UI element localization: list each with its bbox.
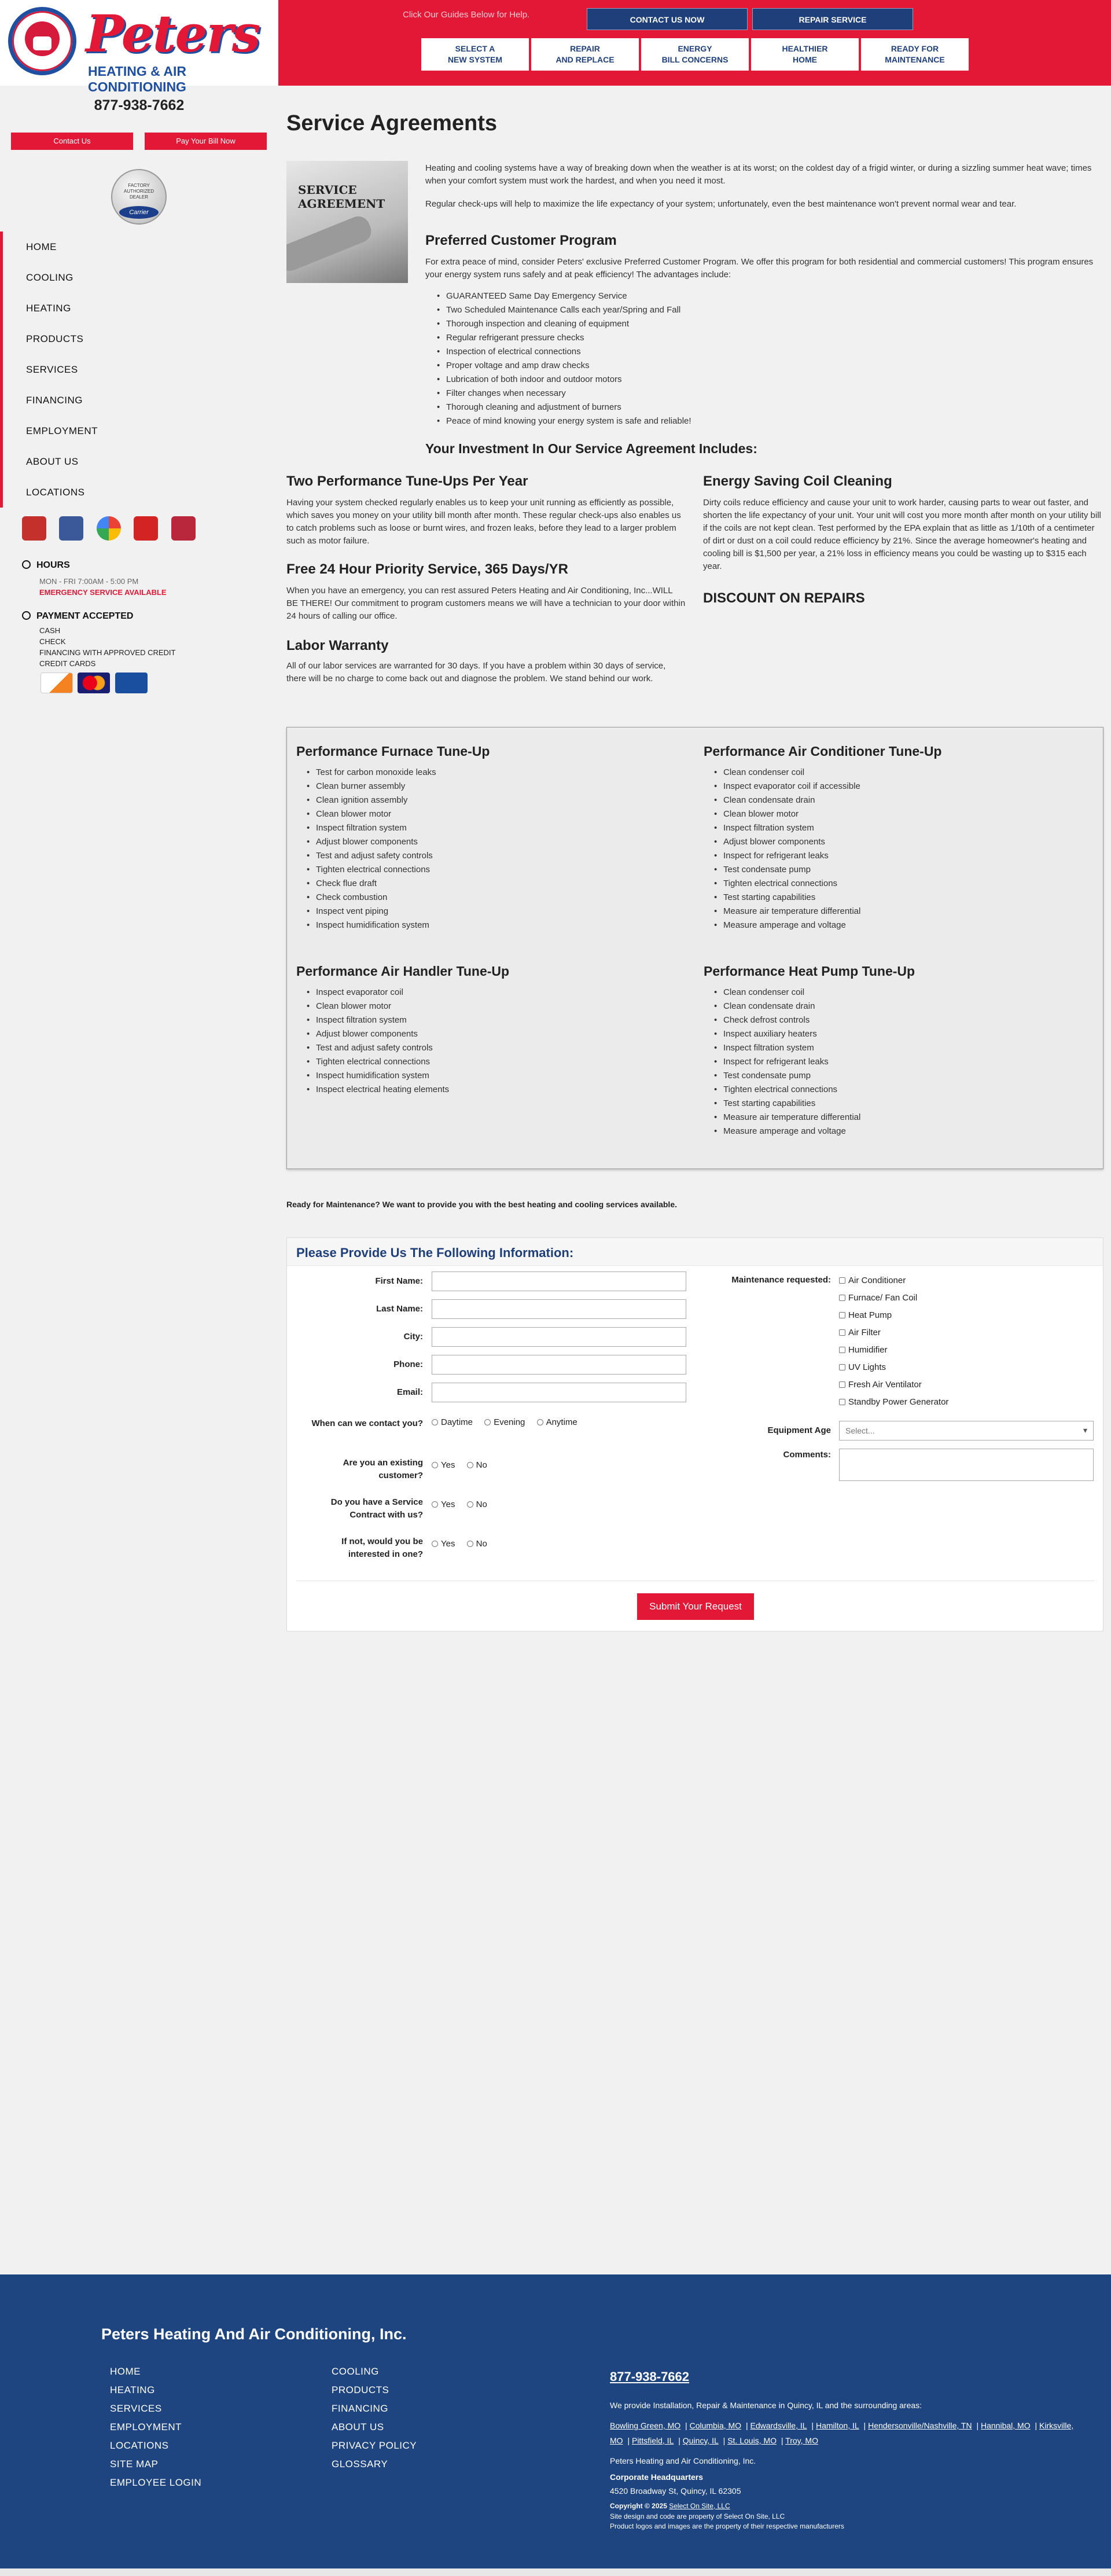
check-circle-icon xyxy=(22,611,31,620)
intro-paragraph-2: Regular check-ups will help to maximize the life expectancy of your system; unfortunately, even the best maintenance won't prevent normal wear and tear. xyxy=(425,199,1017,209)
sidebar-nav xyxy=(0,231,278,508)
sidebar-phone[interactable]: 877-938-7662 xyxy=(94,97,185,113)
radio-interested-yes[interactable]: Yes xyxy=(432,1539,455,1549)
payment-financing: FINANCING WITH APPROVED CREDIT xyxy=(39,648,176,657)
preferred-customer-text: For extra peace of mind, consider Peters' exclusive Preferred Customer Program. We offer this program for both residential and commercial customers! This program ensures your energy system runs safely and at peak efficiency! The advantages include: xyxy=(425,257,1094,280)
last-name-label: Last Name: xyxy=(376,1304,423,1314)
ac-tuneup-item: • Clean condensate drain xyxy=(711,793,1081,807)
page-title: Service Agreements xyxy=(286,111,498,135)
maintenance-checkbox[interactable] xyxy=(839,1379,922,1391)
first-name-label: First Name: xyxy=(375,1276,423,1286)
ac-tuneup-item: • Inspect for refrigerant leaks xyxy=(711,849,1081,863)
maintenance-checkbox[interactable] xyxy=(839,1397,948,1408)
intro-paragraph-1: Heating and cooling systems have a way of breaking down when the weather is at its worst; on the coldest day of a frigid winter, or during a sizzling summer heat wave; times when your comfort system must work the hardest, and when you need it most. xyxy=(425,163,1092,186)
footer-links-col2 xyxy=(332,2362,417,2474)
ac-tuneup-item: • Inspect filtration system xyxy=(711,821,1081,835)
maintenance-option-label: Humidifier xyxy=(848,1345,888,1355)
submit-request-button[interactable]: Submit Your Request xyxy=(637,1593,754,1620)
logo-emblem-icon xyxy=(8,7,76,75)
radio-interested-no[interactable]: No xyxy=(467,1539,487,1549)
maintenance-checkbox[interactable] xyxy=(839,1362,886,1373)
furnace-tuneup-item: • Check flue draft xyxy=(303,877,674,891)
contact-time-label: When can we contact you? xyxy=(311,1419,423,1428)
footer-link[interactable]: FINANCING xyxy=(332,2403,388,2414)
heat-pump-tuneup-item: • Measure amperage and voltage xyxy=(711,1125,1081,1138)
air-handler-tuneup-item: • Inspect evaporator coil xyxy=(303,986,674,999)
radio-existing-no[interactable]: No xyxy=(467,1460,487,1470)
payment-credit-cards: CREDIT CARDS xyxy=(39,659,96,668)
yelp-icon[interactable] xyxy=(134,516,158,541)
heat-pump-tuneup-item: • Inspect auxiliary heaters xyxy=(711,1027,1081,1041)
radio-daytime[interactable]: Daytime xyxy=(432,1417,473,1427)
footer-link[interactable]: EMPLOYEE LOGIN xyxy=(110,2477,202,2488)
service-area-link[interactable]: St. Louis, MO xyxy=(727,2436,777,2445)
nav-item-heating[interactable]: HEATING xyxy=(26,303,71,314)
youtube-icon[interactable] xyxy=(22,516,46,541)
phone-label: Phone: xyxy=(393,1359,423,1369)
heat-pump-tuneup-item: • Clean condensate drain xyxy=(711,999,1081,1013)
radio-contract-yes[interactable]: Yes xyxy=(432,1500,455,1509)
guide-healthier-home[interactable]: HEALTHIER HOME xyxy=(751,38,859,71)
advantage-item: • Inspection of electrical connections xyxy=(433,345,1070,359)
ac-tuneup-item: • Clean condenser coil xyxy=(711,766,1081,780)
furnace-tuneup-item: • Inspect filtration system xyxy=(303,821,674,835)
furnace-tuneup-item: • Test for carbon monoxide leaks xyxy=(303,766,674,780)
tuneups-heading: Two Performance Tune-Ups Per Year xyxy=(286,473,528,489)
furnace-tuneup-item: • Clean blower motor xyxy=(303,807,674,821)
maintenance-option-label: Heat Pump xyxy=(848,1310,892,1320)
credit-card-logos xyxy=(41,673,150,693)
ac-tuneup-heading: Performance Air Conditioner Tune-Up xyxy=(704,744,942,759)
preferred-customer-heading: Preferred Customer Program xyxy=(425,233,617,248)
service-area-link[interactable]: Pittsfield, IL xyxy=(631,2436,674,2445)
guide-energy-bill[interactable]: ENERGY BILL CONCERNS xyxy=(641,38,749,71)
maintenance-option-label: UV Lights xyxy=(848,1362,886,1372)
ac-tuneup-item: • Adjust blower components xyxy=(711,835,1081,849)
service-area-link[interactable]: Bowling Green, MO xyxy=(610,2421,681,2430)
coil-cleaning-text: Dirty coils reduce efficiency and cause your unit to work harder, causing parts to wear out faster, and shorten the life expectancy of your unit. Your unit will cost you more month after month on your utility bill if the coils are not kept clean. Test performed by the EPA explain that as little as 1/10th of a centimeter of dirt or dust on a coil could reduce efficiency by 21%. Since the average homeowner's heating and cooling bill is $1,500 per year, a 21% loss in efficiency means you could be wasting up to $315 each year. xyxy=(703,498,1101,571)
service-area-link[interactable]: Hamilton, IL xyxy=(815,2421,859,2430)
mastercard-icon xyxy=(78,673,110,693)
radio-contract-no[interactable]: No xyxy=(467,1500,487,1509)
payment-check: CHECK xyxy=(39,637,66,646)
maintenance-checkbox[interactable] xyxy=(839,1327,881,1339)
guides-caption: Click Our Guides Below for Help. xyxy=(403,10,530,20)
comments-textarea[interactable] xyxy=(839,1449,1094,1481)
coil-cleaning-heading: Energy Saving Coil Cleaning xyxy=(703,473,892,489)
ac-tuneup-item: • Measure amperage and voltage xyxy=(711,918,1081,932)
footer-link[interactable]: SITE MAP xyxy=(110,2459,159,2470)
carrier-badge-text: FACTORY AUTHORIZED DEALER xyxy=(124,183,154,200)
footer-link[interactable]: COOLING xyxy=(332,2366,379,2377)
form-title: Please Provide Us The Following Information: xyxy=(296,1245,574,1260)
tuneup-panel xyxy=(286,727,1103,1169)
advantage-item: • Thorough inspection and cleaning of equipment xyxy=(433,317,1070,331)
furnace-tuneup-heading: Performance Furnace Tune-Up xyxy=(296,744,490,759)
heat-pump-tuneup-item: • Test starting capabilities xyxy=(711,1097,1081,1111)
air-handler-tuneup-list xyxy=(303,986,674,1097)
furnace-tuneup-item: • Inspect humidification system xyxy=(303,918,674,932)
priority-heading: Free 24 Hour Priority Service, 365 Days/YR xyxy=(286,561,568,577)
heat-pump-tuneup-item: • Check defrost controls xyxy=(711,1013,1081,1027)
air-handler-tuneup-heading: Performance Air Handler Tune-Up xyxy=(296,964,510,979)
advantage-item: • Thorough cleaning and adjustment of burners xyxy=(433,400,1070,414)
main-content xyxy=(278,86,1111,2274)
service-area-link[interactable]: Quincy, IL xyxy=(682,2436,719,2445)
footer-link[interactable]: EMPLOYMENT xyxy=(110,2421,182,2432)
heat-pump-tuneup-item: • Measure air temperature differential xyxy=(711,1111,1081,1125)
maintenance-checkbox[interactable] xyxy=(839,1292,917,1304)
nav-item-employment[interactable]: EMPLOYMENT xyxy=(26,425,98,436)
nav-item-home[interactable]: HOME xyxy=(26,241,57,252)
discover-card-icon xyxy=(41,673,73,693)
heat-pump-tuneup-heading: Performance Heat Pump Tune-Up xyxy=(704,964,915,979)
maintenance-option-label: Fresh Air Ventilator xyxy=(848,1380,922,1390)
pay-bill-button[interactable]: Pay Your Bill Now xyxy=(145,133,267,150)
furnace-tuneup-item: • Adjust blower components xyxy=(303,835,674,849)
air-handler-tuneup-item: • Inspect humidification system xyxy=(303,1069,674,1083)
hq-label: Corporate Headquarters xyxy=(610,2472,704,2482)
footer-link[interactable]: PRODUCTS xyxy=(332,2384,389,2395)
ac-tuneup-item: • Measure air temperature differential xyxy=(711,905,1081,918)
service-area-link[interactable]: Columbia, MO xyxy=(689,2421,742,2430)
google-icon[interactable] xyxy=(97,516,121,541)
advantages-list xyxy=(433,289,1070,428)
discount-repairs-heading: DISCOUNT ON REPAIRS xyxy=(703,590,865,606)
logo-wordmark: Peters xyxy=(86,3,260,64)
ac-tuneup-item: • Inspect evaporator coil if accessible xyxy=(711,780,1081,793)
bbb-icon[interactable] xyxy=(171,516,196,541)
furnace-tuneup-list xyxy=(303,766,674,932)
payment-cash: CASH xyxy=(39,626,61,635)
maintenance-option-label: Air Filter xyxy=(848,1328,881,1337)
nav-item-products[interactable]: PRODUCTS xyxy=(26,333,84,344)
footer-link[interactable]: PRIVACY POLICY xyxy=(332,2440,417,2451)
bottom-bar xyxy=(0,2568,1111,2576)
carrier-dealer-badge xyxy=(111,169,167,225)
hq-address: 4520 Broadway St, Quincy, IL 62305 xyxy=(610,2486,741,2496)
guide-select-new-system[interactable]: SELECT A NEW SYSTEM xyxy=(421,38,529,71)
last-name-input[interactable] xyxy=(432,1299,686,1319)
service-area-link[interactable]: Hendersonville/Nashville, TN xyxy=(868,2421,972,2430)
service-area-links: Bowling Green, MO | Columbia, MO | Edwardsville, IL | Hamilton, IL | Hendersonville/Nashville, TN | Hannibal, MO | Kirksville, MO | Pittsfield, IL | Quincy, IL | St. Louis, MO | Troy, MO xyxy=(610,2421,1074,2445)
service-area-link[interactable]: Edwardsville, IL xyxy=(750,2421,807,2430)
air-handler-tuneup-item: • Inspect filtration system xyxy=(303,1013,674,1027)
maintenance-checkbox[interactable] xyxy=(839,1310,892,1321)
pen-icon xyxy=(286,213,374,274)
tuneups-text: Having your system checked regularly enables us to keep your unit running as efficiently as possible, which saves you money on your utility bill month after month. These regular check-ups also enables us to catch problems such as loose or burnt wires, and frozen leaks, before they lead to a larger problem such as motor failure. xyxy=(286,498,681,546)
guide-repair-replace[interactable]: REPAIR AND REPLACE xyxy=(531,38,639,71)
footer-link[interactable]: HOME xyxy=(110,2366,141,2377)
air-handler-tuneup-item: • Inspect electrical heating elements xyxy=(303,1083,674,1097)
ac-tuneup-item: • Tighten electrical connections xyxy=(711,877,1081,891)
air-handler-tuneup-item: • Clean blower motor xyxy=(303,999,674,1013)
contact-time-radios xyxy=(432,1417,587,1427)
radio-evening[interactable]: Evening xyxy=(484,1417,525,1427)
footer-link[interactable]: ABOUT US xyxy=(332,2421,384,2432)
city-input[interactable] xyxy=(432,1327,686,1347)
radio-anytime[interactable]: Anytime xyxy=(537,1417,577,1427)
heat-pump-tuneup-item: • Inspect filtration system xyxy=(711,1041,1081,1055)
advantage-item: • Regular refrigerant pressure checks xyxy=(433,331,1070,345)
nav-item-cooling[interactable]: COOLING xyxy=(26,272,73,283)
maintenance-option-label: Furnace/ Fan Coil xyxy=(848,1293,918,1303)
brand-logo[interactable] xyxy=(0,0,278,94)
furnace-tuneup-item: • Clean burner assembly xyxy=(303,780,674,793)
maintenance-checkbox[interactable] xyxy=(839,1275,906,1287)
ac-tuneup-item: • Test starting capabilities xyxy=(711,891,1081,905)
emergency-service: EMERGENCY SERVICE AVAILABLE xyxy=(39,588,167,597)
advantage-item: • Peace of mind knowing your energy system is safe and reliable! xyxy=(433,414,1070,428)
service-area-link[interactable]: Kirksville, MO xyxy=(610,2421,1074,2445)
visa-card-icon xyxy=(115,673,148,693)
footer-link[interactable]: HEATING xyxy=(110,2384,155,2395)
air-handler-tuneup-item: • Tighten electrical connections xyxy=(303,1055,674,1069)
footer-title: Peters Heating And Air Conditioning, Inc. xyxy=(101,2325,407,2343)
furnace-tuneup-item: • Tighten electrical connections xyxy=(303,863,674,877)
maintenance-requested-label: Maintenance requested: xyxy=(731,1275,831,1285)
furnace-tuneup-item: • Check combustion xyxy=(303,891,674,905)
form-header xyxy=(287,1238,1103,1266)
footer-company: Peters Heating and Air Conditioning, Inc. xyxy=(610,2456,756,2465)
advantage-item: • GUARANTEED Same Day Emergency Service xyxy=(433,289,1070,303)
interested-radios xyxy=(432,1539,496,1549)
nav-item-locations[interactable]: LOCATIONS xyxy=(26,487,85,498)
email-input[interactable] xyxy=(432,1383,686,1402)
footer-phone[interactable]: 877-938-7662 xyxy=(610,2369,690,2384)
existing-customer-radios xyxy=(432,1460,496,1470)
footer xyxy=(0,2274,1111,2568)
nav-item-services[interactable]: SERVICES xyxy=(26,364,78,375)
service-contract-label: Do you have a Service Contract with us? xyxy=(330,1497,423,1520)
footer-links-col1 xyxy=(110,2362,201,2492)
maintenance-request-form xyxy=(286,1237,1103,1631)
advantage-item: • Filter changes when necessary xyxy=(433,387,1070,400)
heat-pump-tuneup-item: • Tighten electrical connections xyxy=(711,1083,1081,1097)
nav-item-about-us[interactable]: ABOUT US xyxy=(26,456,79,467)
payment-heading: PAYMENT ACCEPTED xyxy=(22,611,133,622)
footer-link[interactable]: GLOSSARY xyxy=(332,2459,388,2470)
priority-text: When you have an emergency, you can rest assured Peters Heating and Air Conditioning, Inc...WILL BE THERE! Our commitment to program customers means we will have a technician to your door within 24 hours of calling our office. xyxy=(286,586,686,621)
existing-customer-label: Are you an existing customer? xyxy=(343,1458,423,1480)
maintenance-option-label: Air Conditioner xyxy=(848,1276,906,1285)
facebook-icon[interactable] xyxy=(59,516,83,541)
service-area-link[interactable]: Troy, MO xyxy=(785,2436,818,2445)
ac-tuneup-item: • Clean blower motor xyxy=(711,807,1081,821)
furnace-tuneup-item: • Test and adjust safety controls xyxy=(303,849,674,863)
heat-pump-tuneup-item: • Clean condenser coil xyxy=(711,986,1081,999)
contact-us-now-button[interactable]: CONTACT US NOW xyxy=(587,8,748,30)
maintenance-option-label: Standby Power Generator xyxy=(848,1397,949,1407)
hours-heading: HOURS xyxy=(22,560,70,571)
logo-tagline: HEATING & AIR CONDITIONING xyxy=(88,64,186,94)
service-contract-radios xyxy=(432,1500,496,1509)
heat-pump-tuneup-item: • Test condensate pump xyxy=(711,1069,1081,1083)
labor-warranty-text: All of our labor services are warranted for 30 days. If you have a problem within 30 days of service, there will be no charge to come back out and diagnose the problem. We stand behind our work. xyxy=(286,661,666,683)
social-links xyxy=(22,516,206,541)
clock-icon xyxy=(22,560,31,569)
guide-ready-maintenance[interactable]: READY FOR MAINTENANCE xyxy=(861,38,969,71)
ac-tuneup-item: • Test condensate pump xyxy=(711,863,1081,877)
furnace-tuneup-item: • Clean ignition assembly xyxy=(303,793,674,807)
phone-input[interactable] xyxy=(432,1355,686,1375)
repair-service-button[interactable]: REPAIR SERVICE xyxy=(752,8,913,30)
labor-warranty-heading: Labor Warranty xyxy=(286,638,389,653)
advantage-item: • Two Scheduled Maintenance Calls each year/Spring and Fall xyxy=(433,303,1070,317)
equipment-age-select[interactable]: Select... ▾ xyxy=(839,1421,1094,1440)
advantage-item: • Proper voltage and amp draw checks xyxy=(433,359,1070,373)
heat-pump-tuneup-list xyxy=(711,986,1081,1138)
service-areas-text: We provide Installation, Repair & Maintenance in Quincy, IL and the surrounding areas: xyxy=(610,2401,922,2410)
interested-label: If not, would you be interested in one? xyxy=(341,1537,423,1559)
radio-existing-yes[interactable]: Yes xyxy=(432,1460,455,1470)
footer-link[interactable]: SERVICES xyxy=(110,2403,162,2414)
carrier-logo: Carrier xyxy=(119,206,159,219)
comments-label: Comments: xyxy=(783,1450,831,1460)
nav-item-financing[interactable]: FINANCING xyxy=(26,395,83,406)
equipment-age-label: Equipment Age xyxy=(767,1425,831,1435)
copyright: Copyright © 2025 Select On Site, LLC xyxy=(610,2502,730,2510)
contact-us-button[interactable]: Contact Us xyxy=(11,133,133,150)
hours-time: MON - FRI 7:00AM - 5:00 PM xyxy=(39,577,139,586)
investment-heading: Your Investment In Our Service Agreement Includes: xyxy=(425,441,757,456)
sidebar xyxy=(0,0,278,2274)
city-label: City: xyxy=(403,1332,423,1342)
furnace-tuneup-item: • Inspect vent piping xyxy=(303,905,674,918)
service-area-link[interactable]: Hannibal, MO xyxy=(980,2421,1031,2430)
heat-pump-tuneup-item: • Inspect for refrigerant leaks xyxy=(711,1055,1081,1069)
maintenance-checkbox[interactable] xyxy=(839,1344,888,1356)
logos-note: Product logos and images are the property of their respective manufacturers xyxy=(610,2522,844,2530)
site-design-note: Site design and code are property of Select On Site, LLC xyxy=(610,2512,785,2520)
air-handler-tuneup-item: • Test and adjust safety controls xyxy=(303,1041,674,1055)
service-agreement-image xyxy=(286,161,408,283)
first-name-input[interactable] xyxy=(432,1272,686,1291)
image-caption: SERVICE AGREEMENT xyxy=(298,183,385,211)
email-label: Email: xyxy=(396,1387,423,1397)
ready-maintenance-text: Ready for Maintenance? We want to provide you with the best heating and cooling services available. xyxy=(286,1200,678,1209)
header xyxy=(278,0,1111,86)
air-handler-tuneup-item: • Adjust blower components xyxy=(303,1027,674,1041)
copyright-link[interactable]: Select On Site, LLC xyxy=(669,2502,730,2510)
advantage-item: • Lubrication of both indoor and outdoor motors xyxy=(433,373,1070,387)
footer-link[interactable]: LOCATIONS xyxy=(110,2440,169,2451)
ac-tuneup-list xyxy=(711,766,1081,932)
